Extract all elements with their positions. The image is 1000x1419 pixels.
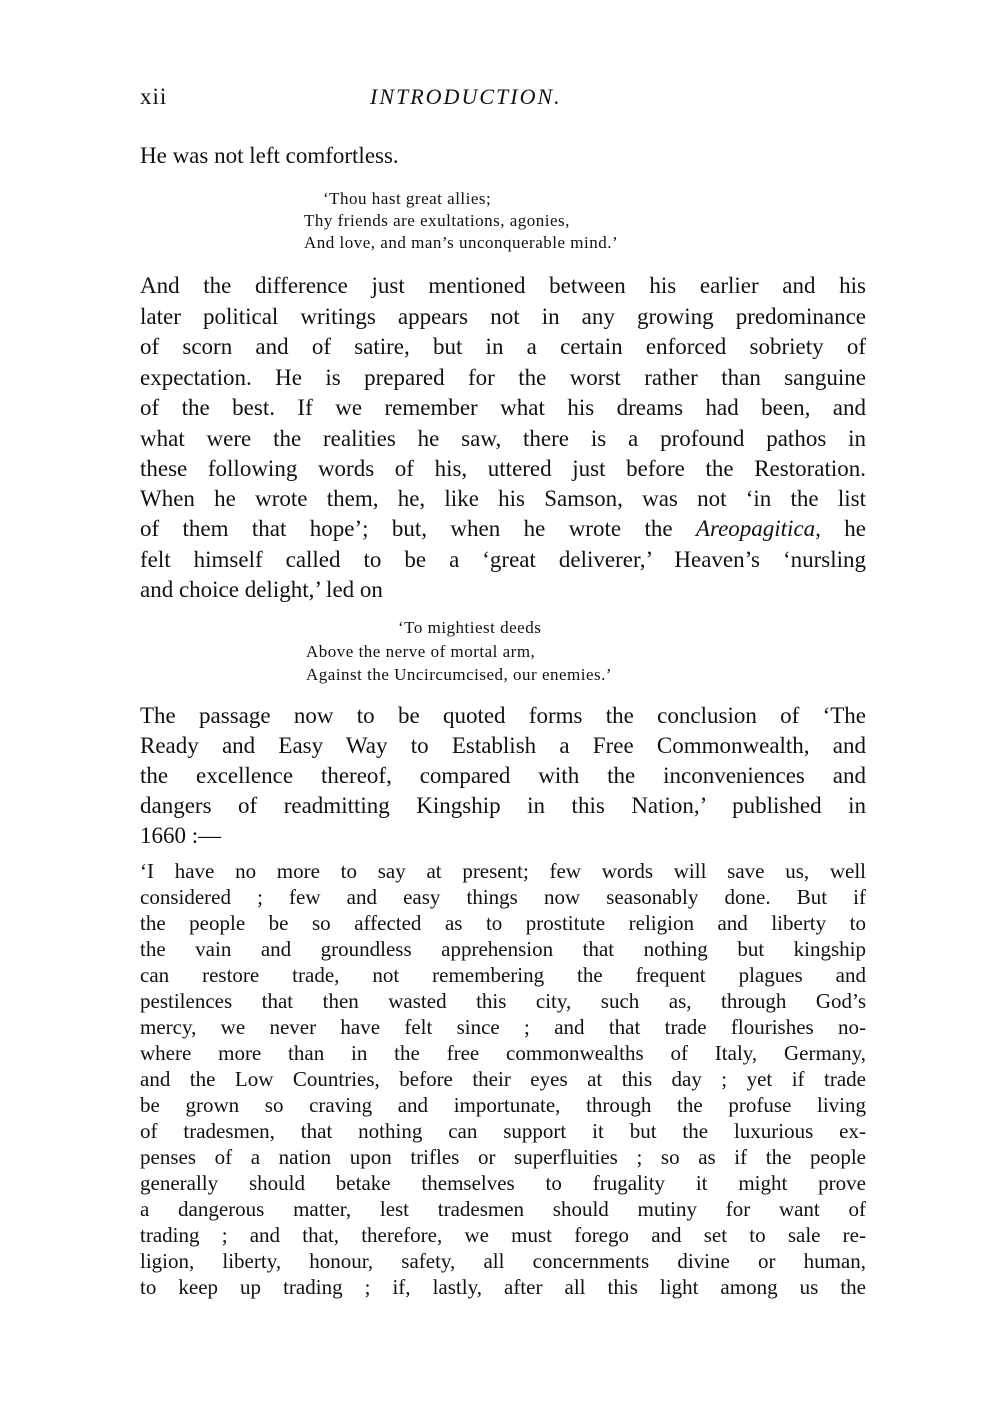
verse2-line: Above the nerve of mortal arm, xyxy=(306,642,536,661)
paragraph1-line: And the difference just mentioned between his earlier and his xyxy=(140,273,866,298)
paragraph1-line: felt himself called to be a ‘great deliverer,’ Heaven’s ‘nursling xyxy=(140,547,866,572)
quotation-line: considered ; few and easy things now seasonably done. But if xyxy=(140,885,866,909)
quotation-line: trading ; and that, therefore, we must forego and set to sale re- xyxy=(140,1223,866,1247)
paragraph1-line: these following words of his, uttered just before the Restoration. xyxy=(140,456,866,481)
quotation-line: a dangerous matter, lest tradesmen should mutiny for want of xyxy=(140,1197,866,1221)
quotation-line: where more than in the free commonwealths of Italy, Germany, xyxy=(140,1041,866,1065)
paragraph1-text: he xyxy=(820,516,866,541)
paragraph1-line: later political writings appears not in any growing predominance xyxy=(140,304,866,329)
paragraph1-line: of the best. If we remember what his dreams had been, and xyxy=(140,395,866,420)
quotation-line: generally should betake themselves to frugality it might prove xyxy=(140,1171,866,1195)
quotation-line: to keep up trading ; if, lastly, after all this light among us the xyxy=(140,1275,866,1299)
paragraph1-line: what were the realities he saw, there is a profound pathos in xyxy=(140,426,866,451)
page-header xyxy=(140,84,867,118)
areopagitica-title: Areopagitica, xyxy=(695,516,821,541)
paragraph2-line: the excellence thereof, compared with the inconveniences and xyxy=(140,763,866,788)
quotation-line: penses of a nation upon trifles or superfluities ; so as if the people xyxy=(140,1145,866,1169)
verse1-line: And love, and man’s unconquerable mind.’ xyxy=(304,233,619,252)
quotation-line: ‘I have no more to say at present; few words will save us, well xyxy=(140,859,866,883)
opening-line: He was not left comfortless. xyxy=(140,143,399,168)
verse1-line: ‘Thou hast great allies; xyxy=(323,189,492,208)
quotation-line: ligion, liberty, honour, safety, all concernments divine or human, xyxy=(140,1249,866,1273)
quotation-line: mercy, we never have felt since ; and that trade flourishes no- xyxy=(140,1015,866,1039)
verse1-line: Thy friends are exultations, agonies, xyxy=(304,211,570,230)
quotation-line: the vain and groundless apprehension that nothing but kingship xyxy=(140,937,866,961)
paragraph1-line: of scorn and of satire, but in a certain enforced sobriety of xyxy=(140,334,866,359)
verse2-line: ‘To mightiest deeds xyxy=(398,618,542,637)
running-head: INTRODUCTION. xyxy=(370,84,562,109)
paragraph2-line: 1660 :— xyxy=(140,823,222,848)
quotation-line: can restore trade, not remembering the frequent plagues and xyxy=(140,963,866,987)
quotation-line: be grown so craving and importunate, through the profuse living xyxy=(140,1093,866,1117)
paragraph2-line: The passage now to be quoted forms the conclusion of ‘The xyxy=(140,703,866,728)
quotation-line: and the Low Countries, before their eyes at this day ; yet if trade xyxy=(140,1067,866,1091)
paragraph2-line: dangers of readmitting Kingship in this Nation,’ published in xyxy=(140,793,866,818)
paragraph2-line: Ready and Easy Way to Establish a Free Commonwealth, and xyxy=(140,733,866,758)
quotation-line: of tradesmen, that nothing can support it but the luxurious ex- xyxy=(140,1119,866,1143)
paragraph1-line: When he wrote them, he, like his Samson, was not ‘in the list xyxy=(140,486,866,511)
paragraph1-line: and choice delight,’ led on xyxy=(140,577,383,602)
quotation-line: the people be so affected as to prostitute religion and liberty to xyxy=(140,911,866,935)
paragraph1-line xyxy=(140,514,866,544)
verse2-line: Against the Uncircumcised, our enemies.’ xyxy=(306,665,613,684)
quotation-line: pestilences that then wasted this city, such as, through God’s xyxy=(140,989,866,1013)
paragraph1-text: of them that hope’; but, when he wrote the xyxy=(140,516,696,541)
paragraph1-line: expectation. He is prepared for the worst rather than sanguine xyxy=(140,365,866,390)
page-number: xii xyxy=(140,84,168,109)
